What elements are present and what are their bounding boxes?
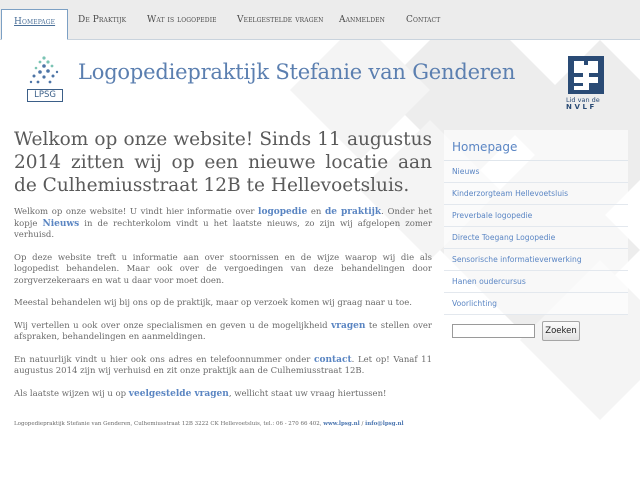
text: Wij vertellen u ook over onze specialismen en geven u de mogelijkheid: [14, 320, 332, 331]
intro-paragraph: [14, 207, 432, 242]
treatment-paragraph: Meestal behandelen wij bij ons op de praktijk, maar op verzoek komen wij graag naar u toe.: [14, 298, 412, 308]
sidebar-item-nieuws[interactable]: Nieuws: [444, 161, 628, 183]
text: Als laatste wijzen wij u op: [14, 388, 129, 399]
nav-aanmelden[interactable]: Aanmelden: [339, 15, 385, 25]
site-title[interactable]: Logopediepraktijk Stefanie van Genderen: [78, 60, 516, 84]
nvlf-name: NVLF: [566, 103, 597, 111]
footer-separator: /: [359, 421, 366, 427]
link-vragen[interactable]: vragen: [331, 320, 366, 331]
nav-veelgestelde-vragen[interactable]: Veelgestelde vragen: [237, 15, 324, 25]
footer-email-link[interactable]: info@lpsg.nl: [365, 421, 404, 427]
sidebar: [444, 130, 628, 336]
nvlf-caption: Lid van de: [566, 96, 600, 104]
link-nieuws[interactable]: Nieuws: [42, 218, 80, 229]
nav-contact[interactable]: Contact: [406, 15, 441, 25]
faq-paragraph: [14, 389, 432, 401]
text: in de rechterkolom vindt u het laatste nieuws, zo zijn wij afgelopen zomer verhuisd.: [14, 218, 433, 240]
footer-website-link[interactable]: www.lpsg.nl: [323, 421, 360, 427]
sidebar-item-sensorische-informatieverwerking[interactable]: Sensorische informatieverwerking: [444, 249, 628, 271]
sidebar-item-directe-toegang[interactable]: Directe Toegang Logopedie: [444, 227, 628, 249]
link-veelgestelde-vragen[interactable]: veelgestelde vragen: [128, 388, 229, 399]
specialisms-paragraph: [14, 321, 432, 344]
search-form: [452, 321, 632, 343]
text: . Onder het kopje: [14, 207, 432, 229]
page-headline: Welkom op onze website! Sinds 11 augustus 2014 zitten wij op een nieuwe locatie aan de Culhemiusstraat 12B te Hellevoetsluis.: [14, 129, 432, 196]
nav-de-praktijk[interactable]: De Praktijk: [78, 15, 127, 25]
search-button[interactable]: Zoeken: [542, 321, 580, 341]
main-content: [14, 128, 432, 411]
contact-paragraph: [14, 355, 432, 378]
logo-text: LPSG: [27, 89, 63, 102]
top-navigation: [0, 0, 640, 40]
text: , wellicht staat uw vraag hiertussen!: [228, 388, 387, 399]
footer: [14, 421, 404, 427]
info-paragraph: Op deze website treft u informatie aan over stoornissen en de wijze waarop wij die als logopedist behandelen. Maar ook over de vergoedingen van deze behandelingen door zorgverzekeraars en wat u daar voor moet doen.: [14, 252, 432, 286]
text: . Let op! Vanaf 11 augustus 2014 zijn wij verhuisd en zit onze praktijk aan de Culhemiusstraat 12B.: [14, 354, 432, 376]
sidebar-item-hanen-oudercursus[interactable]: Hanen oudercursus: [444, 271, 628, 293]
sidebar-item-kinderzorgteam[interactable]: Kinderzorgteam Hellevoetsluis: [444, 183, 628, 205]
text: Welkom op onze website! U vindt hier informatie over: [14, 207, 259, 217]
text: en: [307, 207, 325, 217]
sidebar-title[interactable]: Homepage: [444, 130, 628, 161]
link-logopedie[interactable]: logopedie: [258, 207, 308, 217]
text: te stellen over afspraken, behandelingen en aanmeldingen.: [14, 320, 432, 342]
sidebar-item-voorlichting[interactable]: Voorlichting: [444, 293, 628, 315]
text: En natuurlijk vindt u hier ook ons adres en telefoonnummer onder: [14, 354, 314, 365]
nav-wat-is-logopedie[interactable]: Wat is logopedie: [147, 15, 217, 25]
search-input[interactable]: [452, 324, 535, 338]
sidebar-item-preverbale-logopedie[interactable]: Preverbale logopedie: [444, 205, 628, 227]
link-contact[interactable]: contact: [313, 354, 352, 365]
footer-address: Logopediepraktijk Stefanie van Genderen, Culhemiusstraat 12B 3222 CK Hellevoetsluis, tel.: 06 - 270 66 402,: [14, 421, 324, 427]
link-de-praktijk[interactable]: de praktijk: [324, 207, 382, 217]
nav-homepage[interactable]: Homepage: [1, 9, 68, 40]
